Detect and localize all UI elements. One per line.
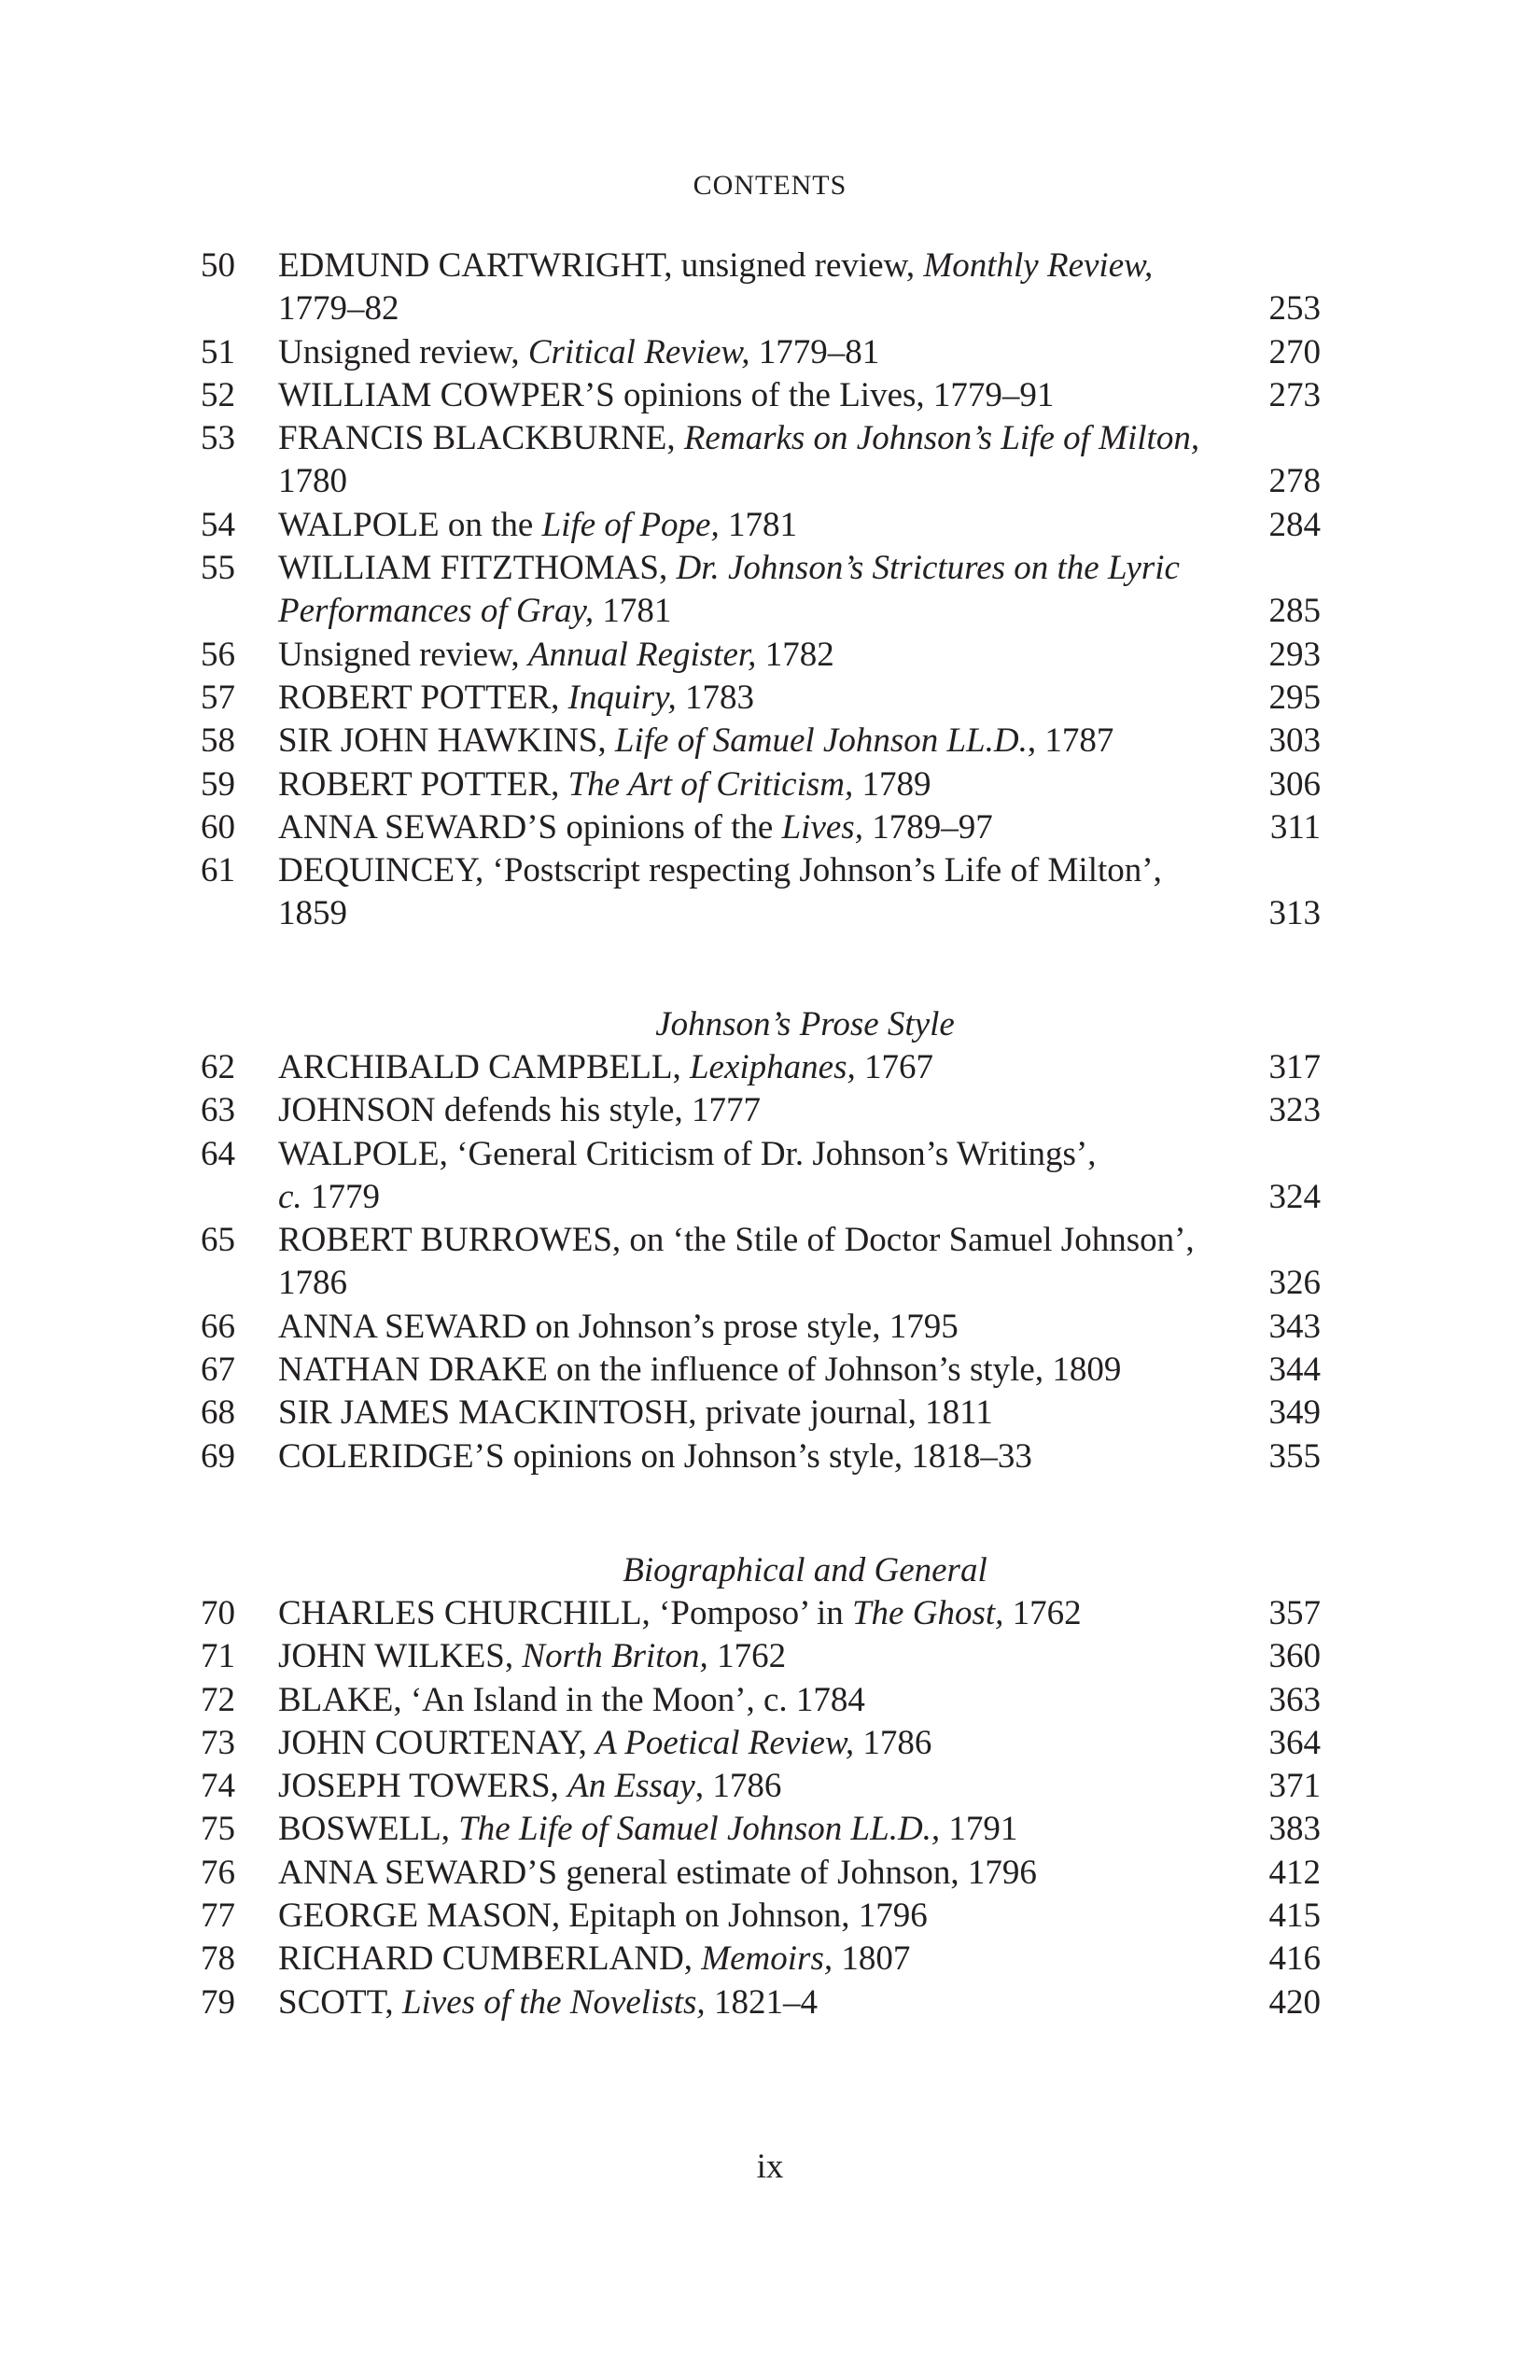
entry-number: 70 bbox=[201, 1594, 235, 1632]
toc-entry bbox=[201, 1349, 1321, 1392]
toc-entry bbox=[201, 1392, 1321, 1435]
entry-page: 303 bbox=[1268, 721, 1321, 761]
section-title: Johnson’s Prose Style bbox=[655, 1005, 955, 1043]
toc-entry bbox=[201, 849, 1321, 936]
entry-page: 317 bbox=[1268, 1048, 1321, 1086]
entry-number: 57 bbox=[201, 678, 235, 717]
entry-title: DEQUINCEY, ‘Postscript respecting Johnson’s Life of Milton’, 1859 bbox=[278, 851, 1162, 933]
toc-entry bbox=[201, 1089, 1321, 1132]
toc-entry bbox=[201, 1635, 1321, 1678]
toc-entry bbox=[201, 1765, 1321, 1808]
entry-number: 73 bbox=[201, 1723, 235, 1762]
entry-title: BOSWELL, The Life of Samuel Johnson LL.D., 1791 bbox=[278, 1810, 1018, 1849]
entry-title: ARCHIBALD CAMPBELL, Lexiphanes, 1767 bbox=[278, 1048, 933, 1086]
entry-page: 420 bbox=[1268, 1982, 1321, 2022]
entry-number: 62 bbox=[201, 1048, 235, 1086]
entry-title: WILLIAM COWPER’S opinions of the Lives, 1779–91 bbox=[278, 375, 1055, 414]
toc-list bbox=[201, 1046, 1321, 1478]
entry-page: 412 bbox=[1268, 1853, 1321, 1892]
entry-number: 69 bbox=[201, 1436, 235, 1476]
entry-title: WALPOLE on the Life of Pope, 1781 bbox=[278, 505, 797, 544]
toc-entry bbox=[201, 806, 1321, 849]
entry-number: 61 bbox=[201, 851, 235, 890]
toc-entry bbox=[201, 1938, 1321, 1981]
entry-page: 323 bbox=[1268, 1091, 1321, 1130]
entry-number: 77 bbox=[201, 1897, 235, 1936]
entry-page: 295 bbox=[1268, 678, 1321, 717]
toc-section-biographical bbox=[201, 1549, 1321, 2024]
entry-page: 278 bbox=[1268, 462, 1321, 501]
entry-page: 415 bbox=[1268, 1897, 1321, 1936]
entry-page: 364 bbox=[1268, 1723, 1321, 1762]
entry-title: EDMUND CARTWRIGHT, unsigned review, Monthly Review, 1779–82 bbox=[278, 246, 1154, 329]
entry-page: 360 bbox=[1268, 1637, 1321, 1676]
page-number: ix bbox=[756, 2148, 784, 2186]
entry-number: 63 bbox=[201, 1091, 235, 1130]
entry-page: 343 bbox=[1268, 1307, 1321, 1346]
entry-number: 54 bbox=[201, 505, 235, 544]
toc-entry bbox=[201, 634, 1321, 677]
entry-number: 72 bbox=[201, 1680, 235, 1719]
entry-title: JOHN WILKES, North Briton, 1762 bbox=[278, 1637, 787, 1676]
entry-title: SCOTT, Lives of the Novelists, 1821–4 bbox=[278, 1982, 818, 2022]
entry-page: 273 bbox=[1268, 375, 1321, 414]
entry-page: 416 bbox=[1268, 1939, 1321, 1979]
toc-list-top bbox=[201, 245, 1321, 936]
entry-title: WALPOLE, ‘General Criticism of Dr. Johnson’s Writings’, c. 1779 bbox=[278, 1134, 1097, 1216]
entry-title: JOHNSON defends his style, 1777 bbox=[278, 1091, 761, 1130]
toc-entry bbox=[201, 1219, 1321, 1306]
entry-title: NATHAN DRAKE on the influence of Johnson’s style, 1809 bbox=[278, 1351, 1122, 1390]
entry-number: 58 bbox=[201, 721, 235, 761]
entry-number: 64 bbox=[201, 1134, 235, 1173]
entry-number: 75 bbox=[201, 1810, 235, 1849]
section-title: Biographical and General bbox=[623, 1551, 987, 1589]
toc-section-prose-style bbox=[201, 1003, 1321, 1478]
entry-page: 344 bbox=[1268, 1351, 1321, 1390]
entry-number: 51 bbox=[201, 332, 235, 371]
entry-title: ROBERT POTTER, Inquiry, 1783 bbox=[278, 678, 754, 717]
toc-entry bbox=[201, 1046, 1321, 1089]
entry-page: 311 bbox=[1269, 807, 1321, 847]
toc-entry bbox=[201, 245, 1321, 331]
entry-title: WILLIAM FITZTHOMAS, Dr. Johnson’s Strictures on the Lyric Performances of Gray, 1781 bbox=[278, 549, 1180, 631]
entry-title: FRANCIS BLACKBURNE, Remarks on Johnson’s Life of Milton, 1780 bbox=[278, 419, 1200, 501]
toc-list bbox=[201, 1592, 1321, 2024]
toc-entry bbox=[201, 1133, 1321, 1220]
entry-title: GEORGE MASON, Epitaph on Johnson, 1796 bbox=[278, 1897, 928, 1936]
entry-title: JOSEPH TOWERS, An Essay, 1786 bbox=[278, 1767, 782, 1806]
entry-page: 293 bbox=[1268, 635, 1321, 674]
entry-page: 326 bbox=[1268, 1264, 1321, 1303]
entry-number: 53 bbox=[201, 419, 235, 458]
entry-title: ANNA SEWARD’S opinions of the Lives, 1789–97 bbox=[278, 807, 993, 847]
entry-title: JOHN COURTENAY, A Poetical Review, 1786 bbox=[278, 1723, 932, 1762]
entry-title: RICHARD CUMBERLAND, Memoirs, 1807 bbox=[278, 1939, 911, 1979]
entry-number: 66 bbox=[201, 1307, 235, 1346]
entry-title: ANNA SEWARD’S general estimate of Johnson, 1796 bbox=[278, 1853, 1037, 1892]
toc-entry bbox=[201, 1679, 1321, 1722]
entry-number: 60 bbox=[201, 807, 235, 847]
entry-page: 324 bbox=[1268, 1177, 1321, 1216]
entry-number: 55 bbox=[201, 549, 235, 588]
entry-page: 313 bbox=[1268, 894, 1321, 933]
toc-entry bbox=[201, 1895, 1321, 1938]
entry-number: 67 bbox=[201, 1351, 235, 1390]
entry-page: 371 bbox=[1268, 1767, 1321, 1806]
entry-title: SIR JOHN HAWKINS, Life of Samuel Johnson LL.D., 1787 bbox=[278, 721, 1114, 761]
entry-title: ROBERT POTTER, The Art of Criticism, 1789 bbox=[278, 764, 931, 804]
entry-page: 284 bbox=[1268, 505, 1321, 544]
entry-title: BLAKE, ‘An Island in the Moon’, c. 1784 bbox=[278, 1680, 865, 1719]
toc-entry bbox=[201, 547, 1321, 634]
entry-number: 74 bbox=[201, 1767, 235, 1806]
entry-title: ANNA SEWARD on Johnson’s prose style, 1795 bbox=[278, 1307, 959, 1346]
entry-number: 56 bbox=[201, 635, 235, 674]
toc-entry bbox=[201, 763, 1321, 806]
entry-page: 285 bbox=[1268, 592, 1321, 631]
entry-number: 79 bbox=[201, 1982, 235, 2022]
entry-number: 68 bbox=[201, 1393, 235, 1433]
entry-page: 363 bbox=[1268, 1680, 1321, 1719]
entry-page: 253 bbox=[1268, 289, 1321, 329]
entry-page: 383 bbox=[1268, 1810, 1321, 1849]
entry-page: 306 bbox=[1268, 764, 1321, 804]
toc-entry bbox=[201, 1306, 1321, 1349]
entry-page: 270 bbox=[1268, 332, 1321, 371]
entry-number: 76 bbox=[201, 1853, 235, 1892]
entry-title: SIR JAMES MACKINTOSH, private journal, 1811 bbox=[278, 1393, 993, 1433]
entry-title: Unsigned review, Annual Register, 1782 bbox=[278, 635, 834, 674]
entry-number: 65 bbox=[201, 1221, 235, 1260]
entry-number: 78 bbox=[201, 1939, 235, 1979]
toc-entry bbox=[201, 331, 1321, 374]
toc-entry bbox=[201, 1722, 1321, 1765]
toc-entry bbox=[201, 417, 1321, 504]
running-head: CONTENTS bbox=[693, 170, 847, 201]
toc-entry bbox=[201, 1852, 1321, 1895]
toc-entry bbox=[201, 1435, 1321, 1478]
toc-entry bbox=[201, 720, 1321, 763]
entry-page: 349 bbox=[1268, 1393, 1321, 1433]
entry-number: 52 bbox=[201, 375, 235, 414]
toc-entry bbox=[201, 1981, 1321, 2024]
entry-number: 59 bbox=[201, 764, 235, 804]
entry-page: 355 bbox=[1268, 1436, 1321, 1476]
entry-page: 357 bbox=[1268, 1594, 1321, 1632]
toc-entry bbox=[201, 1592, 1321, 1635]
entry-title: COLERIDGE’S opinions on Johnson’s style, 1818–33 bbox=[278, 1436, 1032, 1476]
toc-entry bbox=[201, 374, 1321, 417]
entry-title: ROBERT BURROWES, on ‘the Stile of Doctor Samuel Johnson’, 1786 bbox=[278, 1221, 1195, 1303]
entry-title: CHARLES CHURCHILL, ‘Pomposo’ in The Ghost, 1762 bbox=[278, 1594, 1082, 1632]
toc-entry bbox=[201, 504, 1321, 547]
toc-entry bbox=[201, 677, 1321, 720]
entry-number: 50 bbox=[201, 246, 235, 285]
toc-entry bbox=[201, 1808, 1321, 1851]
entry-number: 71 bbox=[201, 1637, 235, 1676]
entry-title: Unsigned review, Critical Review, 1779–81 bbox=[278, 332, 880, 371]
